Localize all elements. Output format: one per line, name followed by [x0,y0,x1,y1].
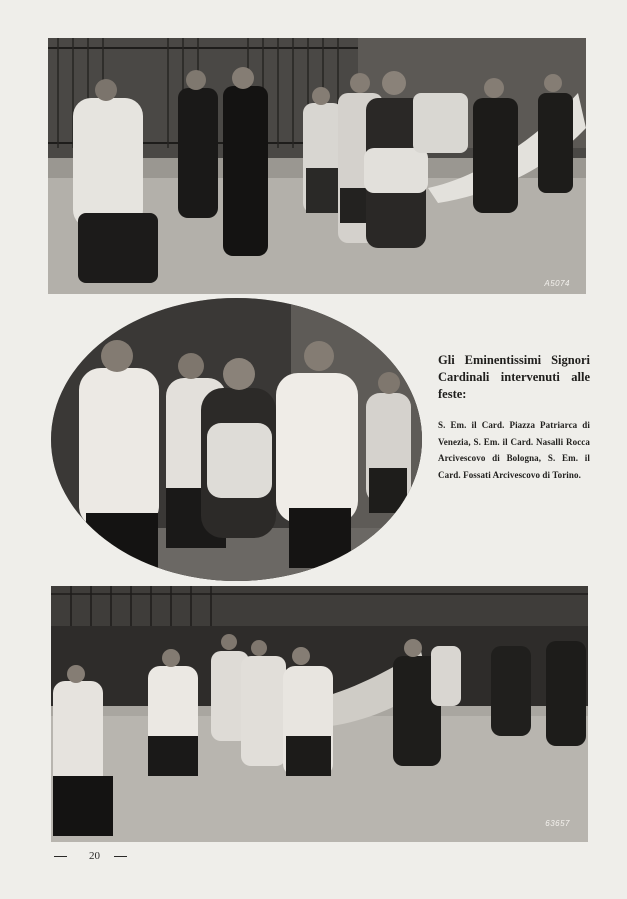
procession-photo-bottom-image [51,586,588,842]
page-folio [54,850,154,862]
caption-body: S. Em. il Card. Piazza Patriarca di Venezia, S. Em. il Card. Nasalli Rocca Arcivescovo di Bologna, S. Em. il Card. Fossati Arcivescovo di Torino. [438,420,590,480]
procession-photo-top [48,38,586,294]
cardinals-oval-photo [51,298,422,581]
caption-title: Gli Eminentissimi Signori Cardinali intervenuti alle feste: [438,353,590,401]
cardinals-oval-photo-image [51,298,422,581]
procession-photo-bottom [51,586,588,842]
photo-top-credit-mark: A5074 [544,279,570,288]
page-number: 20 [89,850,100,862]
procession-photo-top-image [48,38,586,294]
photo-bottom-credit-mark: 63657 [545,819,570,828]
cardinals-caption [438,352,590,483]
folio-dash-left [54,856,67,857]
folio-dash-right [114,856,127,857]
